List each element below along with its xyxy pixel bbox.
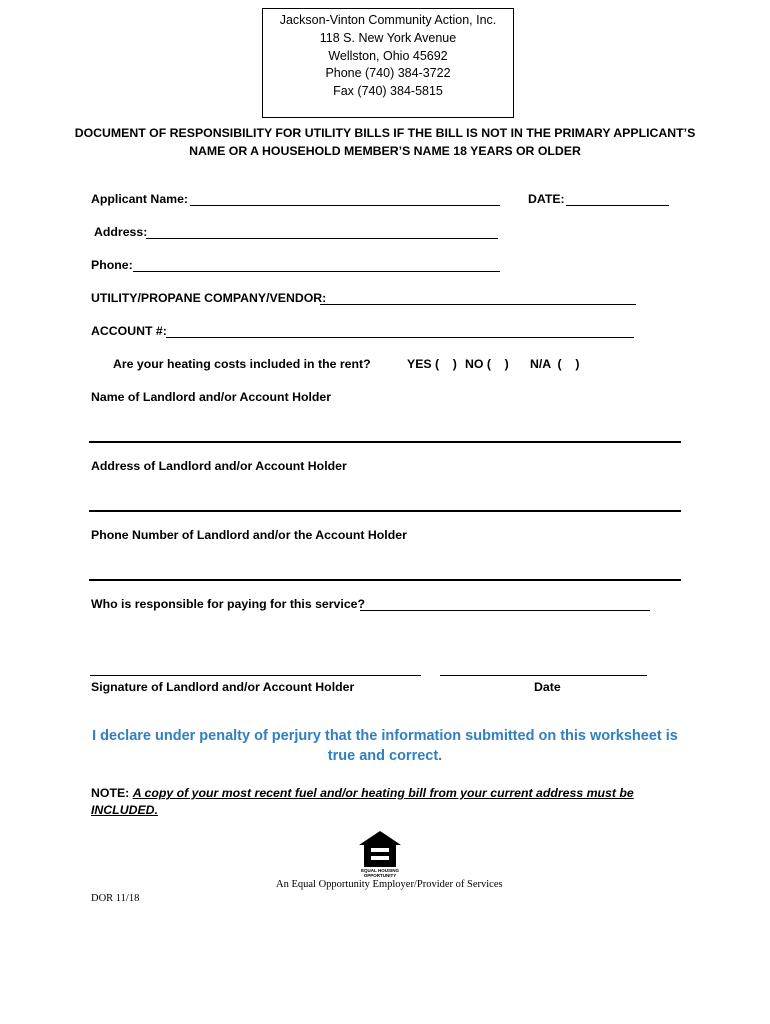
heating-question: Are your heating costs included in the rent?	[113, 357, 371, 371]
note	[91, 785, 651, 819]
responsible-line[interactable]	[360, 610, 650, 611]
perjury-declaration	[80, 726, 690, 766]
landlord-phone-line[interactable]	[89, 579, 681, 581]
signature-date-line[interactable]	[440, 675, 647, 676]
signature-label: Signature of Landlord and/or Account Holder	[91, 680, 355, 694]
note-prefix: NOTE:	[91, 786, 130, 800]
utility-label: UTILITY/PROPANE COMPANY/VENDOR:	[91, 291, 327, 305]
account-label: ACCOUNT #:	[91, 324, 167, 338]
landlord-name-label: Name of Landlord and/or Account Holder	[91, 390, 332, 404]
equal-housing-text: EQUAL HOUSING OPPORTUNITY	[361, 868, 399, 878]
applicant-name-label: Applicant Name:	[91, 192, 189, 206]
note-text: A copy of your most recent fuel and/or heating bill from your current address must be INCLUDED.	[91, 786, 634, 817]
document-title	[70, 124, 700, 160]
signature-date-label: Date	[534, 680, 561, 694]
employer-statement: An Equal Opportunity Employer/Provider of Services	[276, 879, 503, 890]
responsible-label: Who is responsible for paying for this service?	[91, 597, 366, 611]
title-line-2: NAME OR A HOUSEHOLD MEMBER’S NAME 18 YEARS OR OLDER	[189, 144, 581, 158]
org-street: 118 S. New York Avenue	[319, 30, 457, 45]
declaration-line-1: I declare under penalty of perjury that the information submitted on this worksheet is	[92, 728, 678, 744]
phone-label: Phone:	[91, 258, 133, 272]
landlord-name-line[interactable]	[89, 441, 681, 443]
utility-line[interactable]	[320, 304, 636, 305]
landlord-address-line[interactable]	[89, 510, 681, 512]
declaration-line-2: true and correct.	[327, 748, 443, 764]
form-code: DOR 11/18	[91, 893, 140, 904]
account-line[interactable]	[166, 337, 634, 338]
phone-line[interactable]	[133, 271, 500, 272]
date-label: DATE:	[528, 192, 565, 206]
heating-no-option[interactable]: NO ( )	[465, 357, 509, 371]
org-phone: Phone (740) 384-3722	[325, 66, 451, 81]
org-city: Wellston, Ohio 45692	[328, 48, 448, 63]
equal-housing-opportunity-icon	[358, 830, 402, 868]
org-fax: Fax (740) 384-5815	[333, 84, 443, 99]
date-line[interactable]	[566, 205, 669, 206]
organization-address-box	[262, 8, 514, 118]
signature-line[interactable]	[90, 675, 421, 676]
address-line[interactable]	[146, 238, 498, 239]
org-name: Jackson-Vinton Community Action, Inc.	[279, 13, 497, 27]
title-line-1: DOCUMENT OF RESPONSIBILITY FOR UTILITY BILLS IF THE BILL IS NOT IN THE PRIMARY APPLICANT’S	[74, 126, 696, 140]
heating-yes-option[interactable]: YES ( )	[407, 357, 457, 371]
address-label: Address:	[94, 225, 148, 239]
heating-na-option[interactable]: N/A ( )	[530, 357, 580, 371]
landlord-address-label: Address of Landlord and/or Account Holder	[91, 459, 347, 473]
applicant-name-line[interactable]	[190, 205, 500, 206]
landlord-phone-label: Phone Number of Landlord and/or the Account Holder	[91, 528, 407, 542]
